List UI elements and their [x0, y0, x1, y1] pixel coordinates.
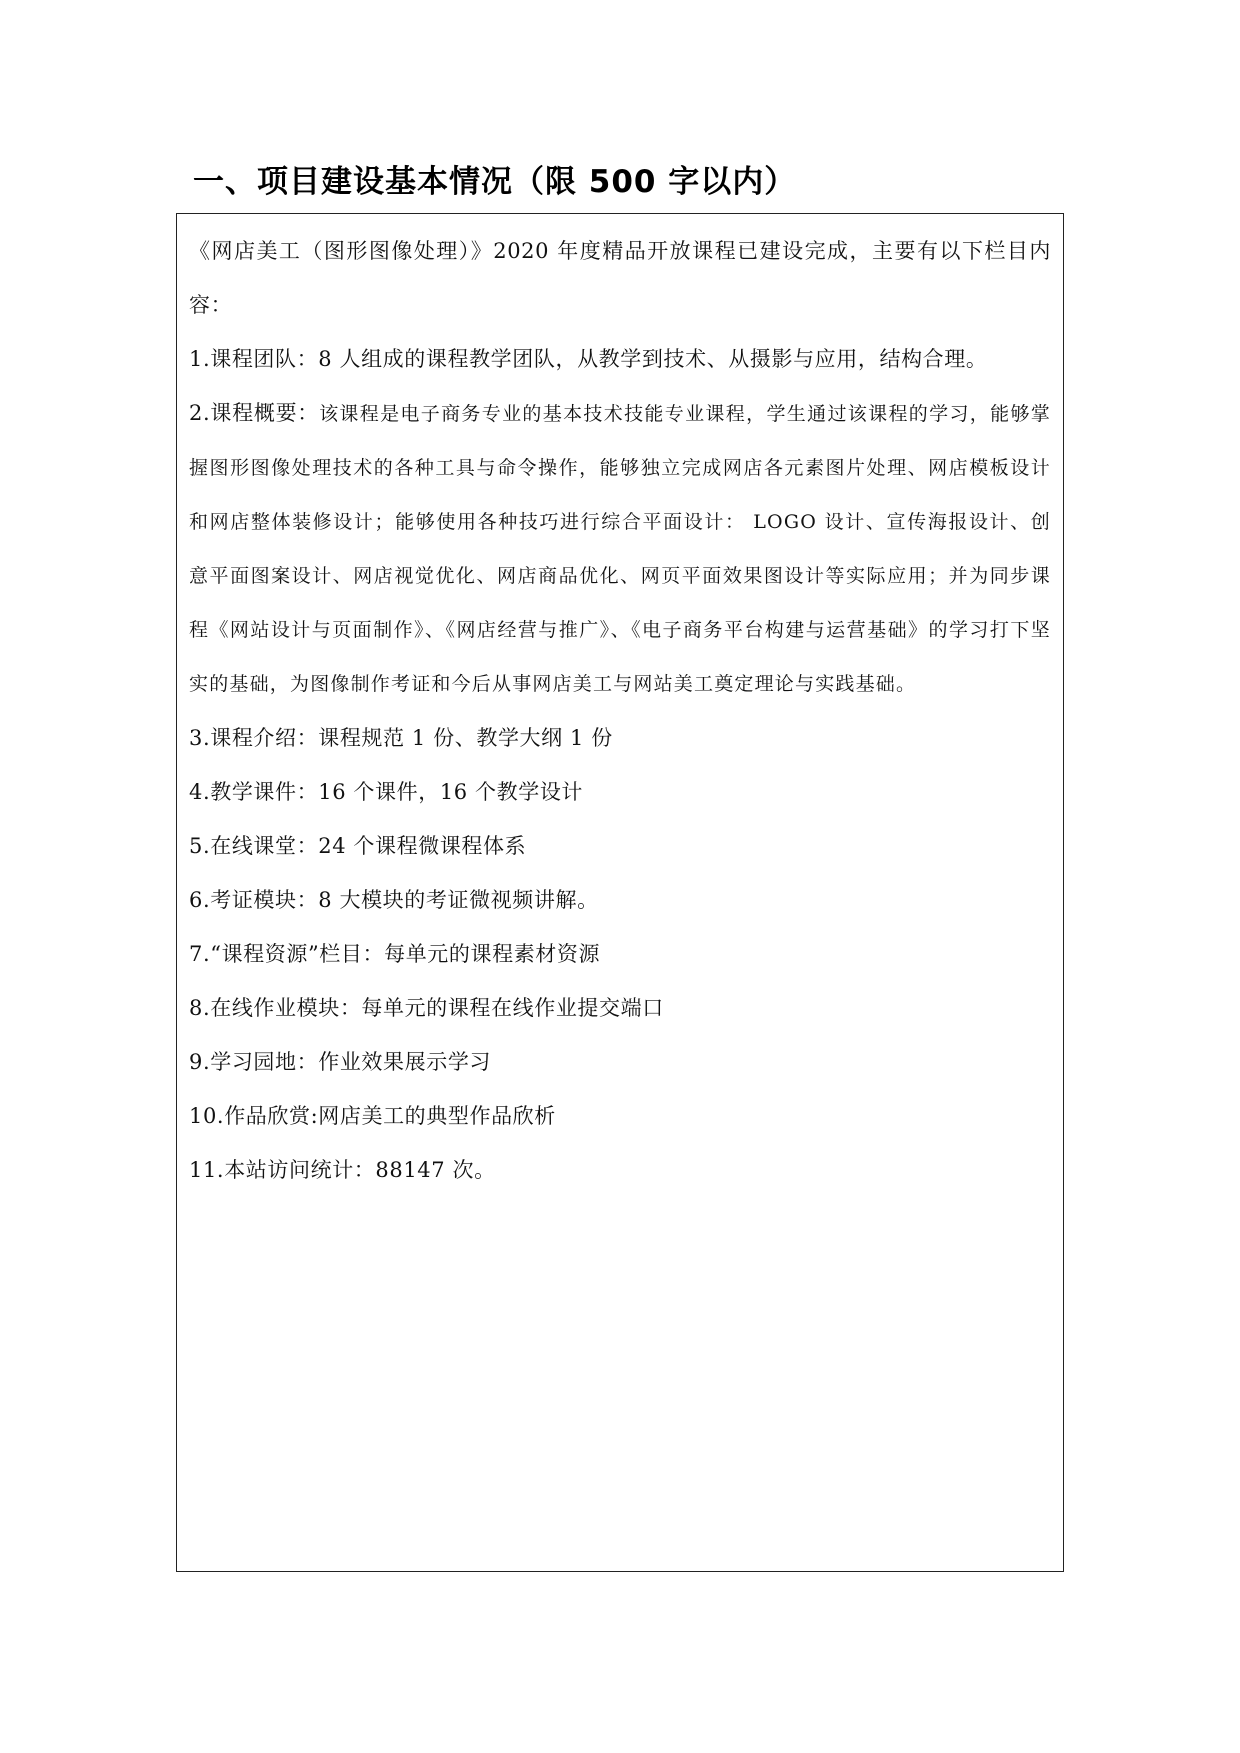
item-online-homework: 8.在线作业模块：每单元的课程在线作业提交端口 — [189, 996, 664, 1020]
item-certification: 6.考证模块：8 大模块的考证微视频讲解。 — [189, 888, 599, 912]
item-course-team: 1.课程团队：8 人组成的课程教学团队，从教学到技术、从摄影与应用，结构合理。 — [189, 347, 988, 371]
content-body — [189, 224, 1051, 1197]
item-course-overview-text: 该课程是电子商务专业的基本技术技能专业课程，学生通过该课程的学习，能够掌握图形图像处理技术的各种工具与命令操作，能够独立完成网店各元素图片处理、网店模板设计和网店整体装修设计；能够使用各种技巧进行综合平面设计： LOGO 设计、宣传海报设计、创意平面图案设计、网店视觉优化、网店商品优化、网页平面效果图设计等实际应用；并为同步课程《网站设计与页面制作》、《网店经营与推广》、《电子商务平台构建与运营基础》的学习打下坚实的基础，为图像制作考证和今后从事网店美工与网站美工奠定理论与实践基础。 — [189, 403, 1051, 695]
item-visit-stats: 11.本站访问统计：88147 次。 — [189, 1158, 496, 1182]
item-course-overview — [189, 386, 1051, 711]
item-online-class: 5.在线课堂：24 个课程微课程体系 — [189, 834, 527, 858]
item-works-appreciation: 10.作品欣赏:网店美工的典型作品欣析 — [189, 1104, 556, 1128]
item-course-resources: 7.“课程资源”栏目：每单元的课程素材资源 — [189, 942, 601, 966]
item-course-intro: 3.课程介绍：课程规范 1 份、教学大纲 1 份 — [189, 726, 613, 750]
item-study-garden: 9.学习园地：作业效果展示学习 — [189, 1050, 492, 1074]
section-title: 一、项目建设基本情况（限 500 字以内） — [193, 164, 797, 200]
item-course-overview-label: 2.课程概要： — [189, 401, 320, 425]
intro-paragraph: 《网店美工（图形图像处理）》2020 年度精品开放课程已建设完成，主要有以下栏目内容： — [189, 239, 1051, 317]
item-courseware: 4.教学课件：16 个课件，16 个教学设计 — [189, 780, 584, 804]
content-box — [176, 213, 1064, 1572]
